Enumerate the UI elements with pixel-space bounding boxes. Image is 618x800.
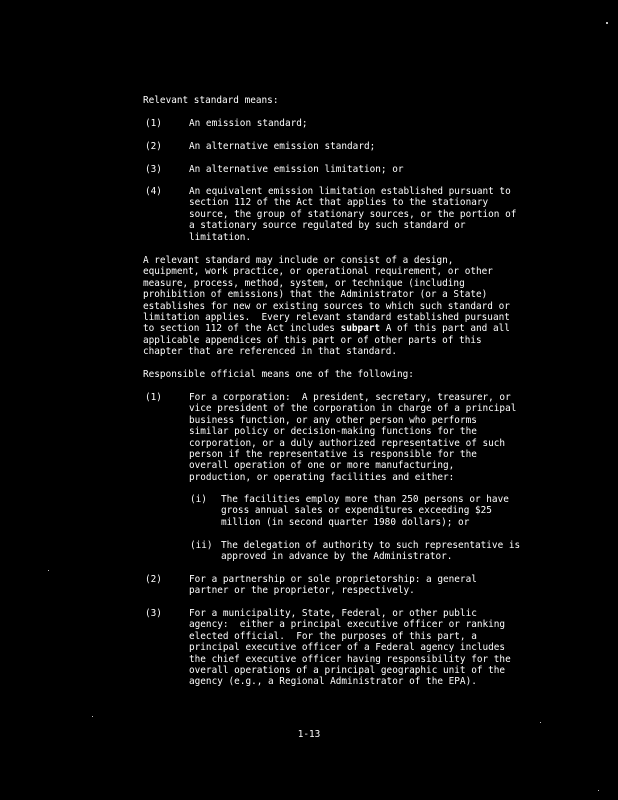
item-text: An alternative emission limitation; or [189,164,404,175]
item-number: (3) [145,608,162,619]
item-number: (2) [145,141,162,152]
item-text: For a municipality, State, Federal, or other public agency: either a principal executive officer or ranking elected official. For the purposes of this part, a principal executive officer of a Federal agency includes the chief executive officer having responsibility for the overall operations of a principal geographic unit of the agency (e.g., a Regional Administrator of the EPA). [189,608,511,688]
sub-item-number: (i) [190,494,207,505]
scan-speck [48,570,49,571]
item-number: (1) [145,118,162,129]
item-text: An alternative emission standard; [189,141,376,152]
item-number: (2) [145,574,162,585]
sub-item-text: The delegation of authority to such representative is approved in advance by the Administrator. [221,540,521,563]
scan-speck [92,716,93,717]
paragraph-text-continued: A of this part and all applicable appendices of this part or of other parts of this chapter that are referenced in that standard. [143,323,510,358]
responsible-official-heading: Responsible official means one of the following: [143,369,414,380]
relevant-standard-paragraph [143,255,563,358]
page-number: 1-13 [297,729,321,740]
item-number: (1) [145,392,162,403]
item-text: An equivalent emission limitation established pursuant to section 112 of the Act that applies to the stationary source, the group of stationary sources, or the portion of a stationary source regulated by such standard or limitation. [189,186,517,243]
intro-line: Relevant standard means: [143,95,279,106]
sub-item-text: The facilities employ more than 250 persons or have gross annual sales or expenditures exceeding $25 million (in second quarter 1980 dollars); or [221,494,509,528]
scan-speck [606,22,608,24]
item-text: An emission standard; [189,118,308,129]
scan-speck [598,790,599,791]
item-number: (3) [145,164,162,175]
scan-speck [540,722,541,723]
item-text: For a partnership or sole proprietorship: a general partner or the proprietor, respectively. [189,574,477,597]
paragraph-bold-term: subpart [340,323,381,335]
item-text: For a corporation: A president, secretary, treasurer, or vice president of the corporation in charge of a principal business function, or any other person who performs similar policy or decision-making functions for the corporation, or a duly authorized representative of such person if the representative is responsible for the overall operation of one or more manufacturing, production, or operating facilities and either: [189,392,517,483]
item-number: (4) [145,186,162,197]
paragraph-text: A relevant standard may include or consist of a design, equipment, work practice, or operational requirement, or other measure, process, method, system, or technique (including prohibition of emissions) that the Administrator (or a State) establishes for new or existing sources to which such standard or limitation applies. Every relevant standard established pursuant to section 112 of the Act includes [143,255,510,335]
sub-item-number: (ii) [190,540,213,551]
